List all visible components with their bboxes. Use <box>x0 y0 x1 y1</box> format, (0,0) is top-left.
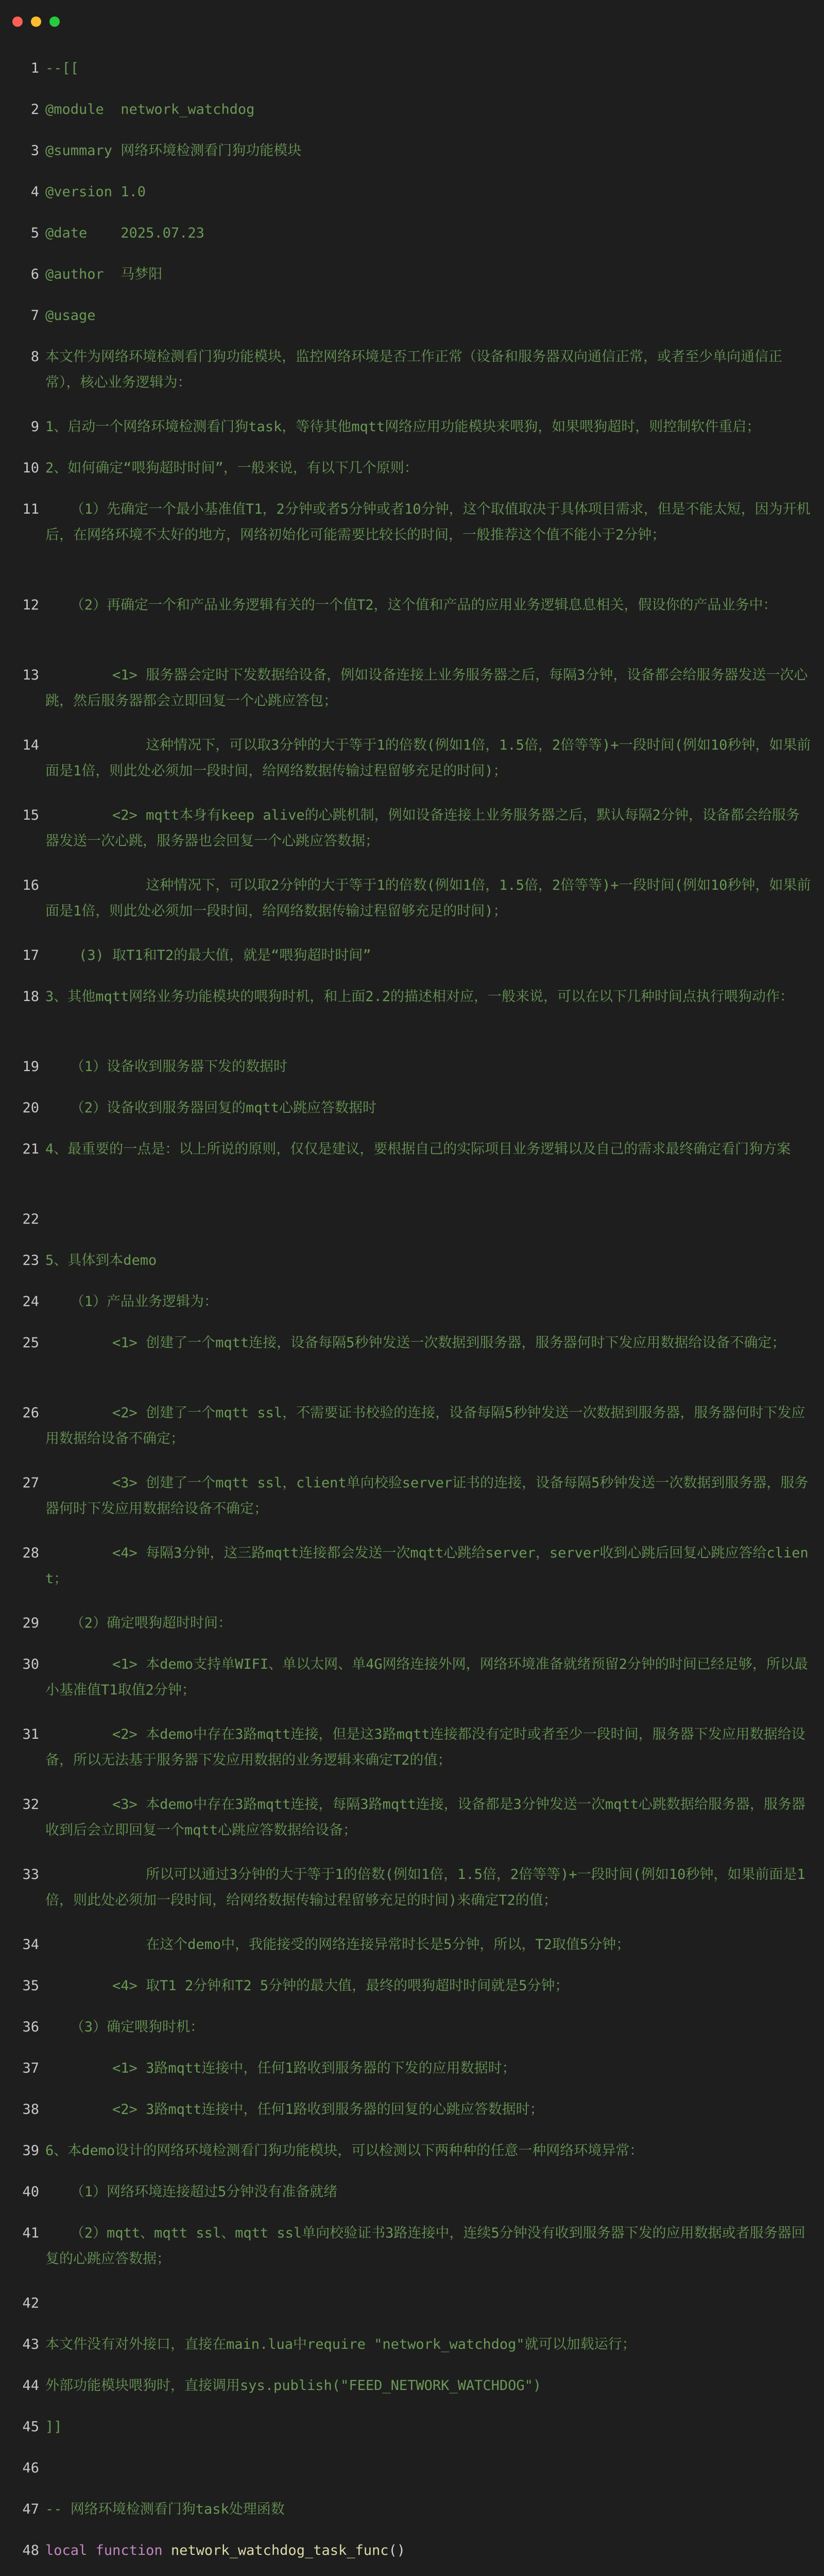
line-number: 13 <box>22 667 39 683</box>
line-number: 9 <box>30 419 39 435</box>
line-number: 14 <box>22 737 39 753</box>
line-number: 43 <box>22 2336 39 2352</box>
line-number: 5 <box>30 225 39 241</box>
code-text: --[[ <box>45 60 79 76</box>
line-number: 34 <box>22 1937 39 1953</box>
code-text: （2）确定喂狗超时时间： <box>45 1615 232 1631</box>
line-number: 35 <box>22 1978 39 1994</box>
line-number: 38 <box>22 2102 39 2117</box>
line-number: 32 <box>22 1797 39 1812</box>
code-text: @module network_watchdog <box>45 101 255 117</box>
code-text: <1> 创建了一个mqtt连接，设备每隔5秒钟发送一次数据到服务器，服务器何时下发应用数据给设备不确定； <box>45 1335 786 1351</box>
code-text: <2> 本demo中存在3路mqtt连接，但是这3路mqtt连接都没有定时或者至少一段时间，服务器下发应用数据给设备，所以无法基于服务器下发应用数据的业务逻辑来确定T2的值； <box>45 1726 805 1768</box>
line-number: 33 <box>22 1867 39 1883</box>
zoom-window-icon[interactable] <box>49 16 60 27</box>
code-text: （3）确定喂狗时机： <box>45 2019 204 2035</box>
code-text: 4、最重要的一点是：以上所说的原则，仅仅是建议，要根据自己的实际项目业务逻辑以及自己的需求最终确定看门狗方案 <box>45 1141 791 1157</box>
code-text: 所以可以通过3分钟的大于等于1的倍数(例如1倍，1.5倍，2倍等等)+一段时间(例如10秒钟，如果前面是1倍，则此处必须加一段时间，给网络数据传输过程留够充足的时间)来确定T2的值； <box>45 1867 805 1908</box>
code-text: 外部功能模块喂狗时，直接调用sys.publish("FEED_NETWORK_WATCHDOG") <box>45 2378 542 2394</box>
code-text: <1> 本demo支持单WIFI、单以太网、单4G网络连接外网，网络环境准备就绪预留2分钟的时间已经足够，所以最小基准值T1取值2分钟； <box>45 1656 808 1698</box>
code-text: ]] <box>45 2419 62 2435</box>
line-number: 21 <box>22 1141 39 1157</box>
code-text: @summary 网络环境检测看门狗功能模块 <box>45 143 302 159</box>
line-number: 45 <box>22 2419 39 2435</box>
code-text: <3> 创建了一个mqtt ssl，client单向校验server证书的连接，设备每隔5秒钟发送一次数据到服务器，服务器何时下发应用数据给设备不确定； <box>45 1475 809 1517</box>
line-number: 2 <box>30 101 39 117</box>
line-number: 36 <box>22 2019 39 2035</box>
line-number: 44 <box>22 2378 39 2394</box>
code-text: @version 1.0 <box>45 184 146 200</box>
line-number: 23 <box>22 1252 39 1268</box>
line-number: 46 <box>22 2460 39 2476</box>
line-number: 20 <box>22 1100 39 1116</box>
line-number: 40 <box>22 2184 39 2200</box>
line-number: 24 <box>22 1294 39 1310</box>
code-text: <3> 本demo中存在3路mqtt连接，每隔3路mqtt连接，设备都是3分钟发送一次mqtt心跳数据给服务器，服务器收到后会立即回复一个mqtt心跳应答数据给设备； <box>45 1797 805 1838</box>
line-number: 12 <box>22 597 39 613</box>
code-text: （2）再确定一个和产品业务逻辑有关的一个值T2，这个值和产品的应用业务逻辑息息相关，假设你的产品业务中： <box>45 597 777 613</box>
line-number: 19 <box>22 1059 39 1075</box>
code-text: -- 网络环境检测看门狗task处理函数 <box>45 2501 285 2517</box>
minimize-window-icon[interactable] <box>31 16 41 27</box>
line-number: 37 <box>22 2060 39 2076</box>
line-number: 39 <box>22 2143 39 2159</box>
line-number: 8 <box>30 349 39 365</box>
code-text: （1）先确定一个最小基准值T1，2分钟或者5分钟或者10分钟，这个取值取决于具体项目需求，但是不能太短，因为开机后，在网络环境不太好的地方，网络初始化可能需要比较长的时间，一般推荐这个值不能小于2分钟； <box>45 501 811 543</box>
code-text: <4> 每隔3分钟，这三路mqtt连接都会发送一次mqtt心跳给server，server收到心跳后回复心跳应答给client； <box>45 1545 809 1587</box>
line-number: 42 <box>22 2295 39 2311</box>
code-text: <1> 3路mqtt连接中，任何1路收到服务器的下发的应用数据时； <box>45 2060 516 2076</box>
line-number: 3 <box>30 143 39 159</box>
line-number: 28 <box>22 1545 39 1561</box>
code-text: <2> 创建了一个mqtt ssl，不需要证书校验的连接，设备每隔5秒钟发送一次数据到服务器，服务器何时下发应用数据给设备不确定； <box>45 1405 805 1447</box>
line-number: 22 <box>22 1211 39 1227</box>
code-text: <4> 取T1 2分钟和T2 5分钟的最大值，最终的喂狗超时时间就是5分钟； <box>45 1978 569 1994</box>
code-text: 本文件为网络环境检测看门狗功能模块，监控网络环境是否工作正常（设备和服务器双向通信正常，或者至少单向通信正常），核心业务逻辑为： <box>45 349 782 391</box>
close-window-icon[interactable] <box>12 16 23 27</box>
line-number: 29 <box>22 1615 39 1631</box>
code-text: 1、启动一个网络环境检测看门狗task，等待其他mqtt网络应用功能模块来喂狗，如果喂狗超时，则控制软件重启； <box>45 419 761 435</box>
code-text: <1> 服务器会定时下发数据给设备，例如设备连接上业务服务器之后，每隔3分钟，设备都会给服务器发送一次心跳，然后服务器都会立即回复一个心跳应答包； <box>45 667 808 709</box>
line-number: 11 <box>22 501 39 517</box>
code-text: <2> 3路mqtt连接中，任何1路收到服务器的回复的心跳应答数据时； <box>45 2102 544 2117</box>
code-text: 3、其他mqtt网络业务功能模块的喂狗时机，和上面2.2的描述相对应，一般来说，可以在以下几种时间点执行喂狗动作： <box>45 989 794 1005</box>
line-number: 10 <box>22 460 39 476</box>
code-text: 这种情况下，可以取2分钟的大于等于1的倍数(例如1倍，1.5倍，2倍等等)+一段时间(例如10秒钟，如果前面是1倍，则此处必须加一段时间，给网络数据传输过程留够充足的时间)； <box>45 877 811 919</box>
code-text: 这种情况下，可以取3分钟的大于等于1的倍数(例如1倍，1.5倍，2倍等等)+一段时间(例如10秒钟，如果前面是1倍，则此处必须加一段时间，给网络数据传输过程留够充足的时间)； <box>45 737 811 779</box>
line-number: 26 <box>22 1405 39 1421</box>
line-number: 27 <box>22 1475 39 1491</box>
code-text: 在这个demo中，我能接受的网络连接异常时长是5分钟，所以，T2取值5分钟； <box>45 1937 630 1953</box>
line-number: 16 <box>22 877 39 893</box>
code-text: （2）mqtt、mqtt ssl、mqtt ssl单向校验证书3路连接中，连续5分钟没有收到服务器下发的应用数据或者服务器回复的心跳应答数据； <box>45 2225 805 2267</box>
line-number: 4 <box>30 184 39 200</box>
code-text: (3) 取T1和T2的最大值，就是“喂狗超时时间” <box>45 947 371 963</box>
line-number: 30 <box>22 1656 39 1672</box>
code-text: local function network_watchdog_task_func() <box>45 2543 406 2558</box>
code-text: @usage <box>45 308 96 324</box>
code-text: 6、本demo设计的网络环境检测看门狗功能模块，可以检测以下两种种的任意一种网络环境异常： <box>45 2143 644 2159</box>
line-number: 7 <box>30 308 39 324</box>
code-text: @author 马梦阳 <box>45 266 163 282</box>
line-number: 25 <box>22 1335 39 1351</box>
line-number: 18 <box>22 989 39 1005</box>
code-text: <2> mqtt本身有keep alive的心跳机制，例如设备连接上业务服务器之后，默认每隔2分钟，设备都会给服务器发送一次心跳，服务器也会回复一个心跳应答数据； <box>45 807 800 849</box>
code-text: 2、如何确定“喂狗超时时间”，一般来说，有以下几个原则： <box>45 460 418 476</box>
window-titlebar <box>0 0 824 46</box>
code-text: 本文件没有对外接口，直接在main.lua中require "network_watchdog"就可以加载运行； <box>45 2336 636 2352</box>
code-text: @date 2025.07.23 <box>45 225 204 241</box>
code-text: （1）产品业务逻辑为： <box>45 1294 218 1310</box>
line-number: 31 <box>22 1726 39 1742</box>
code-text: 5、具体到本demo <box>45 1252 157 1268</box>
line-number: 48 <box>22 2543 39 2558</box>
line-number: 1 <box>30 60 39 76</box>
line-number: 17 <box>22 947 39 963</box>
line-number: 47 <box>22 2501 39 2517</box>
line-number: 6 <box>30 266 39 282</box>
code-text: （2）设备收到服务器回复的mqtt心跳应答数据时 <box>45 1100 377 1116</box>
code-text: （1）网络环境连接超过5分钟没有准备就绪 <box>45 2184 338 2200</box>
line-number: 41 <box>22 2225 39 2241</box>
line-number: 15 <box>22 807 39 823</box>
code-text: （1）设备收到服务器下发的数据时 <box>45 1059 288 1075</box>
